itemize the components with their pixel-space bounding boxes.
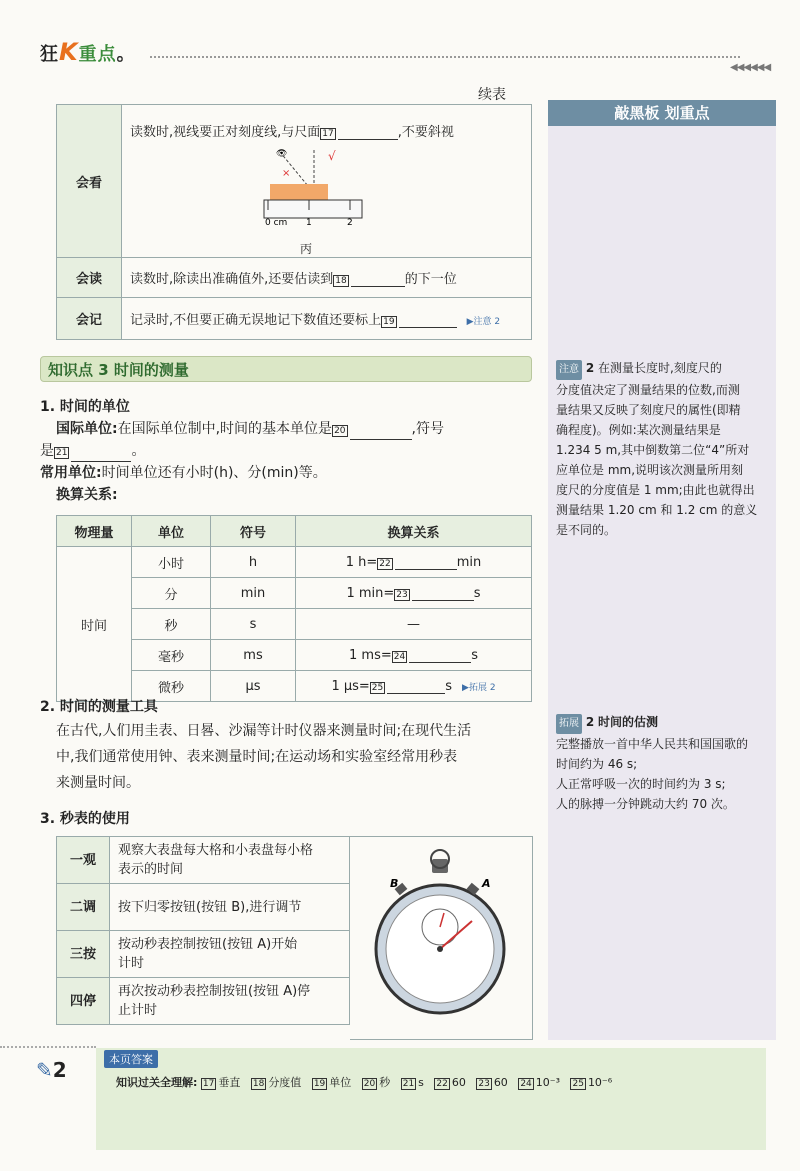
answer-value: 60 [451,1076,466,1089]
object-block [270,184,328,200]
header-logo [40,38,136,66]
answer-number: 25 [572,1079,584,1089]
answer-number: 17 [202,1079,215,1089]
answer-value: 秒 [379,1076,391,1089]
extend-line: 完整播放一首中华人民共和国国歌的 [556,737,749,751]
sidebar-extend [556,712,774,814]
step-text [110,978,350,1025]
blank-number: 19 [383,317,395,327]
col-header: 符号 [211,516,296,547]
continued-label: 续表 [478,87,506,103]
row-content [122,105,532,258]
unit-cell: 微秒 [132,671,211,702]
note-line: 是不同的。 [556,523,617,537]
line: 再次按动秒表控制按钮(按钮 A)停 [118,984,311,999]
blank-number: 20 [334,426,346,436]
logo-dot: 。 [116,44,136,65]
ruler-label-2: 2 [347,218,353,228]
eye-icon: 👁 [276,149,288,159]
text: min [456,554,482,570]
ruler-label-1: 1 [306,218,312,228]
paragraph-line: 来测量时间。 [56,775,140,791]
answer-box [96,1048,766,1150]
text: 1 min= [346,585,395,601]
answer-number: 21 [402,1079,415,1089]
label: 换算关系: [56,487,118,503]
table-row [57,978,350,1025]
pencil-icon: ✎ [36,1058,53,1082]
sidebar-panel [548,100,776,1040]
text: s [471,647,478,663]
text: s [445,678,453,694]
conversion-cell: — [296,609,532,640]
intl-unit-line [56,418,532,440]
common-unit-line [40,462,532,484]
extend-link[interactable]: ▶拓展 2 [462,682,496,693]
table-row [57,931,350,978]
text: s [473,585,481,601]
line: 表示的时间 [118,862,184,877]
header-arrows-icon: ◀◀◀◀◀◀ [730,62,771,73]
answer-value: 10⁻⁶ [587,1076,613,1089]
row-label: 会看 [57,105,122,258]
unit-cell: 分 [132,578,211,609]
text: 。 [131,443,146,459]
note-line [556,358,774,380]
answer-value: s [418,1076,424,1089]
unit-cell: 小时 [132,547,211,578]
extend-line [556,712,774,734]
answer-number: 22 [436,1079,448,1089]
section-2-title: 2. 时间的测量工具 [40,699,158,715]
extend-line: 人正常呼吸一次的时间约为 3 s; [556,777,726,791]
text: 记录时,不但要正确无误地记下数值还要标上 [130,313,382,328]
reading-table [56,104,532,340]
answer-value: 60 [493,1076,508,1089]
answer-value: 分度值 [268,1076,302,1089]
step-label: 四停 [57,978,110,1025]
logo-zd: 重点 [78,44,117,65]
answers-line [116,1074,612,1090]
line: 观察大表盘每大格和小表盘每小格 [118,843,314,858]
note-line: 度尺的分度值是 1 mm;由此也就得出 [556,483,755,497]
row-content [122,258,532,298]
text: 是 [40,443,54,459]
note-line: 确程度)。例如:某次测量结果是 [556,423,721,437]
note-number: 2 [585,361,595,375]
blank-number: 21 [56,448,68,458]
unit-cell: 毫秒 [132,640,211,671]
figure-caption: 丙 [300,242,313,256]
page-number [36,1058,67,1082]
text: 在测量长度时,刻度尺的 [598,361,722,375]
note-link[interactable]: ▶注意 2 [466,317,501,327]
symbol-cell: h [211,547,296,578]
blank-line [351,272,405,287]
blank-line [409,650,471,663]
cross-mark-icon: × [282,168,291,179]
blank-line [387,681,445,694]
text: 1 ms= [349,647,392,663]
note-line: 应单位是 mm,说明该次测量所用刻 [556,463,744,477]
note-line: 分度值决定了测量结果的位数,而测 [556,383,740,397]
extend-line: 时间约为 46 s; [556,757,638,771]
blank-number: 18 [335,276,347,286]
quantity-cell: 时间 [57,547,132,702]
table-row [57,884,350,931]
extend-title: 时间的估测 [598,715,659,729]
blank-number: 17 [322,129,334,139]
label: 常用单位: [40,465,102,481]
col-header: 单位 [132,516,211,547]
symbol-cell: s [211,609,296,640]
text: 的下一位 [404,272,457,287]
conversion-cell [296,547,532,578]
section-3-title: 3. 秒表的使用 [40,811,130,827]
conversion-cell [296,640,532,671]
stopwatch-box [350,836,533,1040]
blank-number: 23 [396,589,408,600]
sidebar-note [556,358,774,540]
section-1-body [40,418,532,506]
conversion-label [56,484,532,506]
row-label: 会记 [57,298,122,340]
step-label: 三按 [57,931,110,978]
extend-line: 人的脉搏一分钟跳动大约 70 次。 [556,797,735,811]
note-tag: 注意 [556,360,582,380]
symbol-cell: ms [211,640,296,671]
text: ,符号 [411,421,444,437]
text: 读数时,视线要正对刻度线,与尺面 [130,125,321,140]
step-label: 二调 [57,884,110,931]
answer-tag: 本页答案 [104,1050,158,1068]
ruler-label-0: 0 cm [265,218,288,228]
blank-line [412,588,474,601]
answer-number: 18 [252,1079,265,1089]
blank-number: 24 [393,651,406,662]
ruler-body [264,200,362,218]
row-label: 会读 [57,258,122,298]
table-row [57,547,532,578]
line: 止计时 [118,1003,158,1018]
row-content [122,298,532,340]
answer-number: 23 [478,1079,490,1089]
step-text [110,837,350,884]
section-2-body [56,718,532,796]
page-number-text: 2 [52,1058,67,1082]
footer-dotted-line [0,1046,96,1048]
answer-label: 知识过关全理解: [116,1076,198,1089]
paragraph-line: 中,我们通常使用钟、表来测量时间;在运动场和实验室经常用秒表 [56,749,458,765]
hub [437,946,443,952]
label: 国际单位: [56,421,118,437]
table-row [57,837,350,884]
answer-number: 19 [313,1079,326,1089]
label-a: A [482,877,491,890]
symbol-line [40,440,532,462]
note-line: 1.234 5 m,其中倒数第二位“4”所对 [556,443,750,457]
answer-number: 24 [520,1079,532,1089]
blank-number: 25 [371,682,384,693]
answer-value: 垂直 [218,1076,241,1089]
conversion-cell [296,578,532,609]
header-dotted-line [150,56,740,58]
line: 按动秒表控制按钮(按钮 A)开始 [118,937,298,952]
answer-value: 10⁻³ [535,1076,560,1089]
text: 1 μs= [331,678,370,694]
check-mark-icon: √ [328,149,336,163]
text: 1 h= [345,554,378,570]
table-row [57,258,532,298]
symbol-cell: min [211,578,296,609]
note-line: 量结果又反映了刻度尺的属性(即精 [556,403,741,417]
blank-line [395,557,457,570]
ruler-diagram [260,144,380,240]
col-header: 物理量 [57,516,132,547]
stopwatch-icon [350,837,530,1037]
line: 按下归零按钮(按钮 B),进行调节 [118,899,302,915]
step-text [110,884,350,931]
table-row [57,105,532,258]
step-text [110,931,350,978]
logo-k: K [59,38,79,66]
section-1-title: 1. 时间的单位 [40,399,130,415]
blank-number: 22 [379,558,391,569]
label-b: B [390,877,399,890]
conversion-table [56,515,532,702]
conversion-cell [296,671,532,702]
extend-number: 2 [585,715,595,729]
blank-line [350,425,412,440]
logo-char: 狂 [40,44,59,65]
stopwatch-steps-table [56,836,350,1025]
extend-tag: 拓展 [556,714,582,734]
text: 在国际单位制中,时间的基本单位是 [117,421,333,437]
step-label: 一观 [57,837,110,884]
note-line: 测量结果 1.20 cm 和 1.2 cm 的意义 [556,503,758,517]
blank-line [71,447,131,462]
answer-value: 单位 [329,1076,352,1089]
table-header-row [57,516,532,547]
sidebar-banner: 敲黑板 划重点 [548,100,776,126]
text: 读数时,除读出准确值外,还要估读到 [130,272,334,287]
section-title: 知识点 3 时间的测量 [48,361,189,379]
paragraph-line: 在古代,人们用圭表、日晷、沙漏等计时仪器来测量时间;在现代生活 [56,723,472,739]
col-header: 换算关系 [296,516,532,547]
text: 时间单位还有小时(h)、分(min)等。 [101,465,327,481]
unit-cell: 秒 [132,609,211,640]
blank-line [399,313,457,328]
line: 计时 [118,956,145,971]
blank-line [338,125,398,140]
table-row [57,298,532,340]
answer-number: 20 [363,1079,376,1089]
text: ,不要斜视 [397,125,454,140]
symbol-cell: μs [211,671,296,702]
